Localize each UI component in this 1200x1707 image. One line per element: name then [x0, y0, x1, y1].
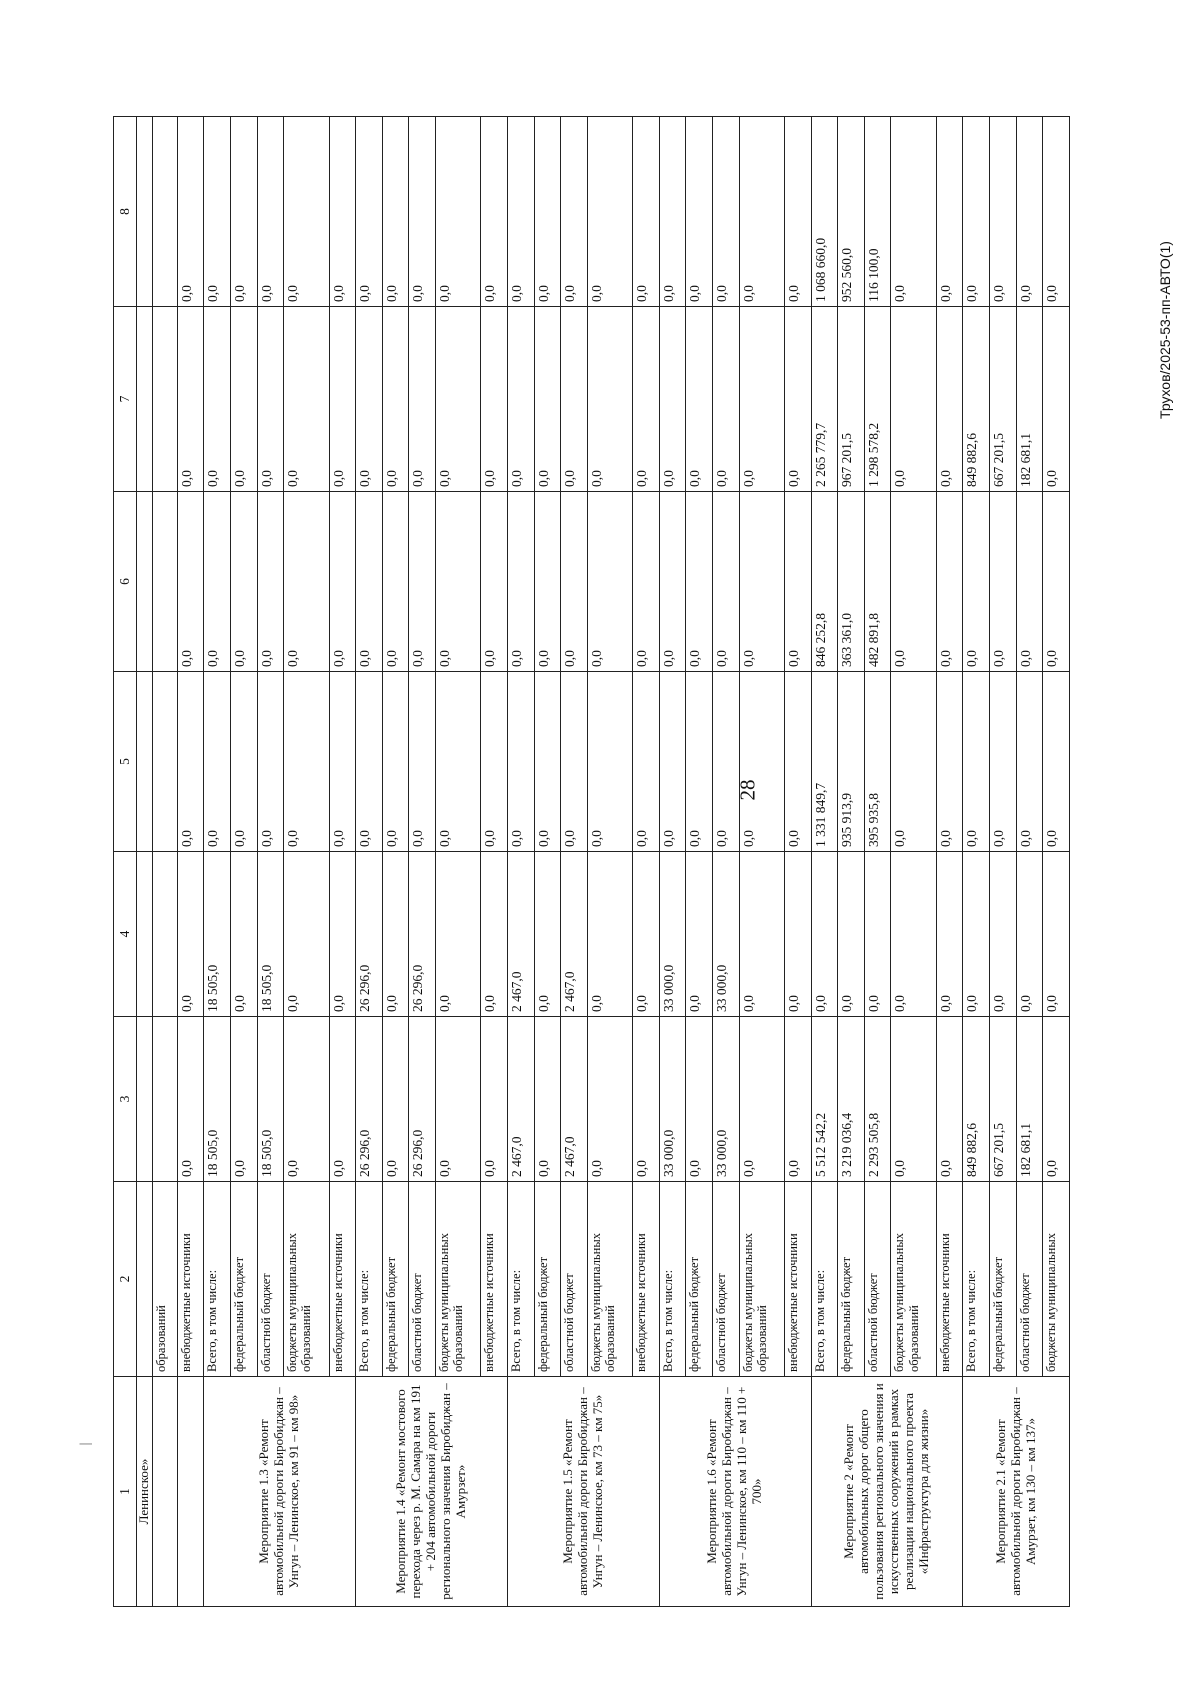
amount-cell: 0,0	[712, 672, 739, 852]
amount-cell: 0,0	[686, 1017, 713, 1182]
amount-cell: 0,0	[508, 672, 535, 852]
value-cell	[137, 117, 153, 307]
amount-cell: 0,0	[356, 117, 383, 307]
funding-source-cell: областной бюджет	[257, 1182, 284, 1377]
amount-cell: 0,0	[936, 1017, 963, 1182]
funding-source-cell: бюджеты муниципальных образований	[435, 1182, 481, 1377]
amount-cell: 0,0	[356, 307, 383, 492]
value-cell: 0,0	[177, 672, 204, 852]
funding-source-cell: федеральный бюджет	[990, 1182, 1017, 1377]
funding-source-cell: федеральный бюджет	[230, 1182, 257, 1377]
amount-cell: 2 467,0	[508, 1017, 535, 1182]
funding-source-cell: областной бюджет	[409, 1182, 436, 1377]
amount-cell: 0,0	[534, 672, 561, 852]
amount-cell: 0,0	[382, 492, 409, 672]
value-cell	[152, 492, 177, 672]
amount-cell: 952 560,0	[838, 117, 865, 307]
amount-cell: 0,0	[561, 672, 588, 852]
amount-cell: 0,0	[739, 307, 785, 492]
amount-cell: 0,0	[1016, 672, 1043, 852]
funding-source-cell: внебюджетные источники	[481, 1182, 508, 1377]
amount-cell: 33 000,0	[659, 1017, 686, 1182]
funding-source-cell: бюджеты муниципальных образований	[891, 1182, 937, 1377]
funding-source-cell: Всего, в том числе:	[356, 1182, 383, 1377]
amount-cell: 0,0	[587, 1017, 633, 1182]
amount-cell: 2 467,0	[508, 852, 535, 1017]
amount-cell: 0,0	[1043, 492, 1070, 672]
amount-cell: 0,0	[785, 852, 812, 1017]
amount-cell: 0,0	[936, 672, 963, 852]
column-header-4: 4	[114, 852, 137, 1017]
amount-cell: 182 681,1	[1016, 307, 1043, 492]
amount-cell: 967 201,5	[838, 307, 865, 492]
amount-cell: 0,0	[990, 492, 1017, 672]
event-cell: Ленинское»	[137, 1377, 153, 1607]
amount-cell: 667 201,5	[990, 1017, 1017, 1182]
event-name-cell: Мероприятие 1.4 «Ремонт мостового перехода через р. М. Самара на км 191 + 204 автомобильной дороги регионального значения Биробиджан – Амурзет»	[356, 1377, 508, 1607]
amount-cell: 0,0	[963, 117, 990, 307]
amount-cell: 0,0	[481, 492, 508, 672]
amount-cell: 0,0	[587, 117, 633, 307]
amount-cell: 0,0	[481, 307, 508, 492]
amount-cell: 0,0	[435, 1017, 481, 1182]
table-row	[177, 117, 204, 1607]
event-cell	[177, 1377, 204, 1607]
amount-cell: 0,0	[329, 852, 356, 1017]
amount-cell: 0,0	[329, 1017, 356, 1182]
amount-cell: 0,0	[382, 672, 409, 852]
amount-cell: 0,0	[534, 492, 561, 672]
amount-cell: 0,0	[739, 492, 785, 672]
funding-source-cell: внебюджетные источники	[329, 1182, 356, 1377]
amount-cell: 0,0	[204, 307, 231, 492]
table-row	[659, 117, 686, 1607]
amount-cell: 0,0	[686, 492, 713, 672]
amount-cell: 0,0	[686, 117, 713, 307]
amount-cell: 26 296,0	[409, 1017, 436, 1182]
value-cell	[152, 307, 177, 492]
value-cell	[152, 1017, 177, 1182]
amount-cell: 18 505,0	[257, 1017, 284, 1182]
amount-cell: 0,0	[963, 492, 990, 672]
funding-source-cell: Всего, в том числе:	[508, 1182, 535, 1377]
column-header-8: 8	[114, 117, 137, 307]
amount-cell: 182 681,1	[1016, 1017, 1043, 1182]
amount-cell: 0,0	[686, 307, 713, 492]
amount-cell: 0,0	[356, 672, 383, 852]
amount-cell: 0,0	[1016, 117, 1043, 307]
amount-cell: 0,0	[435, 492, 481, 672]
table-row	[508, 117, 535, 1607]
table-row	[204, 117, 231, 1607]
amount-cell: 0,0	[534, 1017, 561, 1182]
table-row	[152, 117, 177, 1607]
amount-cell: 2 265 779,7	[811, 307, 838, 492]
funding-source-cell: внебюджетные источники	[633, 1182, 660, 1377]
funding-source-cell: внебюджетные источники	[936, 1182, 963, 1377]
amount-cell: 1 068 660,0	[811, 117, 838, 307]
amount-cell: 0,0	[1043, 307, 1070, 492]
value-cell	[152, 672, 177, 852]
funding-source-cell: областной бюджет	[561, 1182, 588, 1377]
amount-cell: 0,0	[435, 117, 481, 307]
amount-cell: 0,0	[1043, 852, 1070, 1017]
table-row	[963, 117, 990, 1607]
amount-cell: 0,0	[1043, 117, 1070, 307]
amount-cell: 0,0	[435, 672, 481, 852]
amount-cell: 0,0	[284, 852, 330, 1017]
footer-document-code: Трухов/2025-53-пп-АВТО(1)	[1157, 241, 1173, 419]
amount-cell: 0,0	[534, 852, 561, 1017]
amount-cell: 0,0	[329, 117, 356, 307]
event-cell	[152, 1377, 177, 1607]
value-cell	[152, 852, 177, 1017]
amount-cell: 0,0	[257, 117, 284, 307]
amount-cell: 0,0	[481, 117, 508, 307]
funding-source-cell: бюджеты муниципальных образований	[587, 1182, 633, 1377]
amount-cell: 33 000,0	[712, 852, 739, 1017]
amount-cell: 0,0	[508, 492, 535, 672]
event-name-cell: Мероприятие 2 «Ремонт автомобильных дорог общего пользования регионального значения и искусственных сооружений в рамках реализации национального проекта «Инфраструктура для жизни»	[811, 1377, 963, 1607]
source-cell: образований	[152, 1182, 177, 1377]
value-cell: 0,0	[177, 117, 204, 307]
amount-cell: 33 000,0	[712, 1017, 739, 1182]
funding-source-cell: Всего, в том числе:	[204, 1182, 231, 1377]
amount-cell: 0,0	[329, 492, 356, 672]
funding-source-cell: областной бюджет	[712, 1182, 739, 1377]
page-number: 28	[735, 779, 760, 801]
amount-cell: 0,0	[587, 852, 633, 1017]
column-header-7: 7	[114, 307, 137, 492]
financing-table-rotated	[113, 117, 1070, 1607]
amount-cell: 0,0	[409, 672, 436, 852]
funding-source-cell: Всего, в том числе:	[963, 1182, 990, 1377]
amount-cell: 0,0	[284, 672, 330, 852]
amount-cell: 2 293 505,8	[864, 1017, 891, 1182]
amount-cell: 0,0	[284, 117, 330, 307]
amount-cell: 26 296,0	[356, 1017, 383, 1182]
table-body	[137, 117, 1070, 1607]
funding-source-cell: бюджеты муниципальных образований	[284, 1182, 330, 1377]
amount-cell: 2 467,0	[561, 852, 588, 1017]
table-row	[356, 117, 383, 1607]
amount-cell: 667 201,5	[990, 307, 1017, 492]
amount-cell: 363 361,0	[838, 492, 865, 672]
amount-cell: 0,0	[481, 1017, 508, 1182]
value-cell: 0,0	[177, 1017, 204, 1182]
amount-cell: 395 935,8	[864, 672, 891, 852]
amount-cell: 0,0	[659, 492, 686, 672]
funding-source-cell: Всего, в том числе:	[811, 1182, 838, 1377]
amount-cell: 0,0	[990, 117, 1017, 307]
value-cell: 0,0	[177, 852, 204, 1017]
amount-cell: 0,0	[686, 672, 713, 852]
amount-cell: 0,0	[633, 492, 660, 672]
amount-cell: 0,0	[712, 492, 739, 672]
amount-cell: 0,0	[633, 307, 660, 492]
amount-cell: 0,0	[990, 672, 1017, 852]
value-cell	[152, 117, 177, 307]
event-name-cell: Мероприятие 2.1 «Ремонт автомобильной дороги Биробиджан – Амурзет, км 130 – км 137»	[963, 1377, 1070, 1607]
amount-cell: 3 219 036,4	[838, 1017, 865, 1182]
event-name-cell: Мероприятие 1.3 «Ремонт автомобильной дороги Биробиджан – Унгун – Ленинское, км 91 – км 98»	[204, 1377, 356, 1607]
amount-cell: 0,0	[230, 1017, 257, 1182]
amount-cell: 1 331 849,7	[811, 672, 838, 852]
amount-cell: 0,0	[587, 307, 633, 492]
amount-cell: 0,0	[230, 117, 257, 307]
amount-cell: 0,0	[587, 672, 633, 852]
amount-cell: 0,0	[712, 117, 739, 307]
amount-cell: 0,0	[561, 117, 588, 307]
amount-cell: 0,0	[864, 852, 891, 1017]
funding-source-cell: федеральный бюджет	[686, 1182, 713, 1377]
amount-cell: 0,0	[963, 672, 990, 852]
margin-mark: |	[78, 1442, 93, 1446]
amount-cell: 0,0	[329, 307, 356, 492]
amount-cell: 0,0	[633, 852, 660, 1017]
amount-cell: 0,0	[936, 117, 963, 307]
amount-cell: 0,0	[284, 307, 330, 492]
value-cell: 0,0	[177, 307, 204, 492]
amount-cell: 26 296,0	[356, 852, 383, 1017]
amount-cell: 0,0	[561, 492, 588, 672]
amount-cell: 0,0	[284, 492, 330, 672]
amount-cell: 0,0	[204, 672, 231, 852]
amount-cell: 18 505,0	[204, 1017, 231, 1182]
amount-cell: 0,0	[785, 1017, 812, 1182]
column-header-3: 3	[114, 1017, 137, 1182]
amount-cell: 0,0	[785, 117, 812, 307]
column-header-1: 1	[114, 1377, 137, 1607]
amount-cell: 0,0	[963, 852, 990, 1017]
amount-cell: 0,0	[230, 852, 257, 1017]
amount-cell: 116 100,0	[864, 117, 891, 307]
amount-cell: 0,0	[633, 117, 660, 307]
amount-cell: 0,0	[785, 492, 812, 672]
amount-cell: 0,0	[204, 492, 231, 672]
amount-cell: 0,0	[739, 672, 785, 852]
amount-cell: 1 298 578,2	[864, 307, 891, 492]
amount-cell: 0,0	[508, 307, 535, 492]
funding-source-cell: бюджеты муниципальных	[1043, 1182, 1070, 1377]
amount-cell: 0,0	[811, 852, 838, 1017]
amount-cell: 0,0	[785, 672, 812, 852]
table-row	[811, 117, 838, 1607]
amount-cell: 5 512 542,2	[811, 1017, 838, 1182]
funding-source-cell: Всего, в том числе:	[659, 1182, 686, 1377]
amount-cell: 0,0	[382, 1017, 409, 1182]
value-cell	[137, 1017, 153, 1182]
amount-cell: 0,0	[561, 307, 588, 492]
funding-source-cell: областной бюджет	[1016, 1182, 1043, 1377]
amount-cell: 0,0	[838, 852, 865, 1017]
funding-source-cell: бюджеты муниципальных образований	[739, 1182, 785, 1377]
amount-cell: 0,0	[891, 672, 937, 852]
source-cell: внебюджетные источники	[177, 1182, 204, 1377]
amount-cell: 935 913,9	[838, 672, 865, 852]
source-cell	[137, 1182, 153, 1377]
amount-cell: 0,0	[409, 117, 436, 307]
amount-cell: 0,0	[633, 672, 660, 852]
amount-cell: 0,0	[257, 672, 284, 852]
amount-cell: 18 505,0	[204, 852, 231, 1017]
column-header-2: 2	[114, 1182, 137, 1377]
amount-cell: 0,0	[587, 492, 633, 672]
amount-cell: 0,0	[382, 117, 409, 307]
amount-cell: 0,0	[633, 1017, 660, 1182]
amount-cell: 0,0	[739, 852, 785, 1017]
amount-cell: 0,0	[329, 672, 356, 852]
funding-source-cell: федеральный бюджет	[838, 1182, 865, 1377]
amount-cell: 0,0	[230, 672, 257, 852]
value-cell	[137, 852, 153, 1017]
amount-cell: 0,0	[409, 307, 436, 492]
column-header-6: 6	[114, 492, 137, 672]
amount-cell: 0,0	[891, 307, 937, 492]
amount-cell: 0,0	[659, 307, 686, 492]
event-name-cell: Мероприятие 1.5 «Ремонт автомобильной дороги Биробиджан – Унгун – Ленинское, км 73 – км 75»	[508, 1377, 660, 1607]
amount-cell: 0,0	[435, 307, 481, 492]
amount-cell: 2 467,0	[561, 1017, 588, 1182]
amount-cell: 0,0	[936, 492, 963, 672]
table-header-row	[114, 117, 137, 1607]
amount-cell: 0,0	[230, 492, 257, 672]
amount-cell: 0,0	[284, 1017, 330, 1182]
amount-cell: 33 000,0	[659, 852, 686, 1017]
amount-cell: 0,0	[382, 307, 409, 492]
amount-cell: 0,0	[891, 492, 937, 672]
amount-cell: 0,0	[686, 852, 713, 1017]
amount-cell: 849 882,6	[963, 307, 990, 492]
amount-cell: 0,0	[1016, 852, 1043, 1017]
amount-cell: 0,0	[257, 307, 284, 492]
amount-cell: 0,0	[891, 1017, 937, 1182]
amount-cell: 0,0	[936, 307, 963, 492]
amount-cell: 0,0	[356, 492, 383, 672]
event-name-cell: Мероприятие 1.6 «Ремонт автомобильной дороги Биробиджан – Унгун – Ленинское, км 110 – км 110 + 700»	[659, 1377, 811, 1607]
amount-cell: 0,0	[508, 117, 535, 307]
amount-cell: 0,0	[1043, 1017, 1070, 1182]
amount-cell: 0,0	[936, 852, 963, 1017]
amount-cell: 26 296,0	[409, 852, 436, 1017]
amount-cell: 0,0	[891, 117, 937, 307]
amount-cell: 0,0	[481, 672, 508, 852]
value-cell	[137, 672, 153, 852]
amount-cell: 0,0	[785, 307, 812, 492]
amount-cell: 0,0	[435, 852, 481, 1017]
amount-cell: 0,0	[1016, 492, 1043, 672]
amount-cell: 849 882,6	[963, 1017, 990, 1182]
funding-source-cell: внебюджетные источники	[785, 1182, 812, 1377]
amount-cell: 18 505,0	[257, 852, 284, 1017]
amount-cell: 0,0	[891, 852, 937, 1017]
value-cell	[137, 307, 153, 492]
column-header-5: 5	[114, 672, 137, 852]
amount-cell: 0,0	[257, 492, 284, 672]
amount-cell: 482 891,8	[864, 492, 891, 672]
funding-source-cell: федеральный бюджет	[382, 1182, 409, 1377]
value-cell	[137, 492, 153, 672]
amount-cell: 0,0	[409, 492, 436, 672]
amount-cell: 0,0	[659, 672, 686, 852]
amount-cell: 0,0	[534, 307, 561, 492]
amount-cell: 0,0	[382, 852, 409, 1017]
amount-cell: 0,0	[990, 852, 1017, 1017]
funding-source-cell: областной бюджет	[864, 1182, 891, 1377]
financing-table	[113, 116, 1070, 1607]
amount-cell: 0,0	[712, 307, 739, 492]
amount-cell: 0,0	[659, 117, 686, 307]
amount-cell: 0,0	[204, 117, 231, 307]
amount-cell: 0,0	[1043, 672, 1070, 852]
table-row	[137, 117, 153, 1607]
amount-cell: 0,0	[739, 117, 785, 307]
amount-cell: 846 252,8	[811, 492, 838, 672]
amount-cell: 0,0	[230, 307, 257, 492]
funding-source-cell: федеральный бюджет	[534, 1182, 561, 1377]
amount-cell: 0,0	[739, 1017, 785, 1182]
amount-cell: 0,0	[534, 117, 561, 307]
amount-cell: 0,0	[481, 852, 508, 1017]
value-cell: 0,0	[177, 492, 204, 672]
